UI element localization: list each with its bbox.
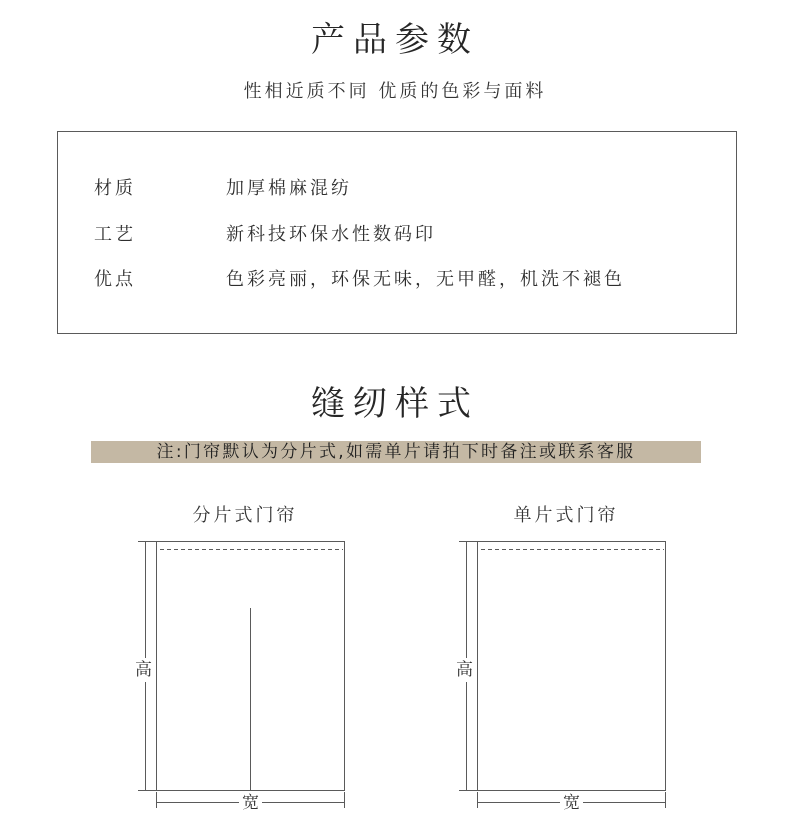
split-height-label: 高	[135, 660, 152, 680]
single-curtain-title: 单片式门帘	[513, 505, 619, 526]
param-label: 材质	[94, 178, 136, 199]
split-curtain-title: 分片式门帘	[192, 505, 298, 526]
param-label: 优点	[94, 269, 136, 290]
single-width-label: 宽	[560, 793, 583, 813]
single-curtain-outline	[478, 542, 666, 791]
sewing-note-banner: 注:门帘默认为分片式,如需单片请拍下时备注或联系客服	[91, 441, 701, 463]
single-curtain-diagram	[459, 541, 666, 808]
param-value: 色彩亮丽，环保无味，无甲醛，机洗不褪色	[226, 269, 625, 290]
param-value: 加厚棉麻混纺	[226, 178, 352, 199]
split-curtain-diagram	[138, 541, 345, 808]
product-params-subtitle: 性相近质不同 优质的色彩与面料	[243, 81, 547, 102]
sewing-style-title: 缝纫样式	[311, 384, 479, 424]
param-value: 新科技环保水性数码印	[226, 224, 436, 245]
param-label: 工艺	[94, 224, 136, 245]
single-height-label: 高	[456, 660, 473, 680]
product-params-title: 产品参数	[311, 20, 479, 60]
split-width-label: 宽	[239, 793, 262, 813]
